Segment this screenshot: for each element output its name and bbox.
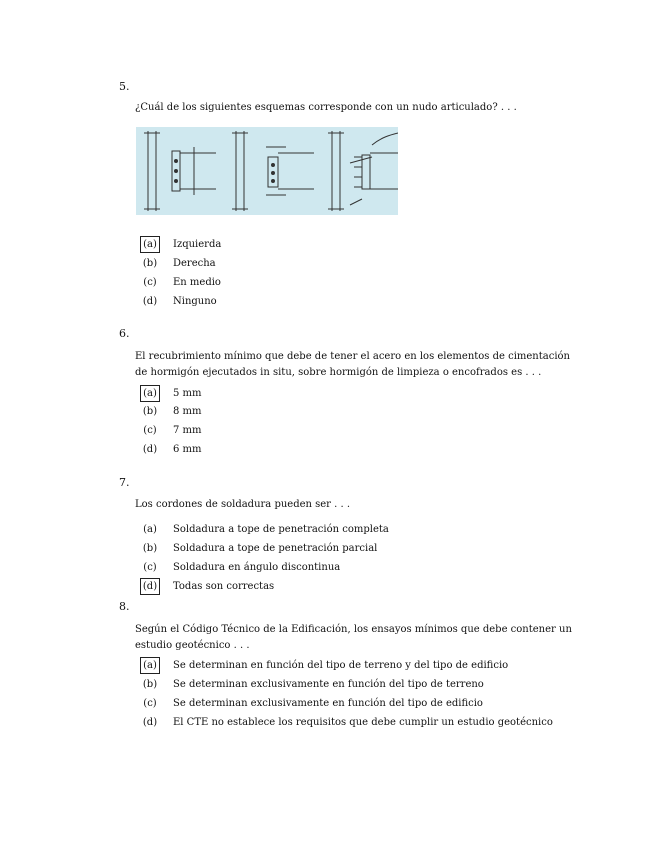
option-c[interactable] [140,695,483,712]
option-d[interactable] [140,714,553,731]
option-b[interactable] [140,403,202,420]
option-text: En medio [173,277,221,288]
option-text: Soldadura en ángulo discontinua [173,562,341,573]
option-b[interactable] [140,255,216,272]
option-text: El CTE no establece los requisitos que debe cumplir un estudio geotécnico [173,717,553,728]
option-a[interactable] [140,657,508,674]
option-a[interactable] [140,385,202,402]
option-label: (b) [142,258,158,269]
option-label: (c) [143,698,157,709]
joint-diagrams-figure [136,127,398,215]
option-text: Derecha [173,258,216,269]
option-text: Ninguno [173,296,217,307]
option-a[interactable] [140,236,221,253]
option-label: (d) [142,444,158,455]
option-c[interactable] [140,422,202,439]
option-text: 6 mm [173,444,202,455]
question-stem: El recubrimiento mínimo que debe de tener el acero en los elementos de cimentación de hormigón ejecutados in situ, sobre hormigón de limpieza o encofrados es . . . [135,351,570,378]
option-b[interactable] [140,540,377,557]
option-label: (b) [142,679,158,690]
question-number: 8. [119,600,130,613]
option-d[interactable] [140,441,202,458]
option-c[interactable] [140,559,340,576]
option-text: Izquierda [173,239,222,250]
option-text: 7 mm [173,425,202,436]
option-d[interactable] [140,293,217,310]
option-label: (b) [142,543,158,554]
option-c[interactable] [140,274,221,291]
question-number: 7. [119,476,130,489]
option-label: (b) [142,406,158,417]
option-label: (a) [140,236,160,253]
option-label: (a) [140,385,160,402]
option-b[interactable] [140,676,484,693]
question-number: 6. [119,327,130,340]
question-stem: Los cordones de soldadura pueden ser . . . [135,499,351,510]
option-text: Se determinan exclusivamente en función del tipo de edificio [173,698,483,709]
question-number: 5. [119,80,130,93]
option-text: Todas son correctas [173,581,275,592]
option-label: (c) [143,277,157,288]
option-text: Se determinan exclusivamente en función del tipo de terreno [173,679,484,690]
question-stem: ¿Cuál de los siguientes esquemas corresponde con un nudo articulado? . . . [135,102,517,113]
question-stem: Según el Código Técnico de la Edificación, los ensayos mínimos que debe contener un estudio geotécnico . . . [135,624,572,651]
option-label: (d) [142,296,158,307]
option-a[interactable] [140,521,389,538]
option-label: (c) [143,562,157,573]
option-label: (a) [140,657,160,674]
option-label: (d) [140,578,160,595]
option-text: 8 mm [173,406,202,417]
option-text: Soldadura a tope de penetración completa [173,524,389,535]
option-label: (c) [143,425,157,436]
option-text: Soldadura a tope de penetración parcial [173,543,378,554]
option-label: (d) [142,717,158,728]
option-text: Se determinan en función del tipo de terreno y del tipo de edificio [173,660,509,671]
option-label: (a) [143,524,157,535]
option-d[interactable] [140,578,274,595]
option-text: 5 mm [173,388,202,399]
